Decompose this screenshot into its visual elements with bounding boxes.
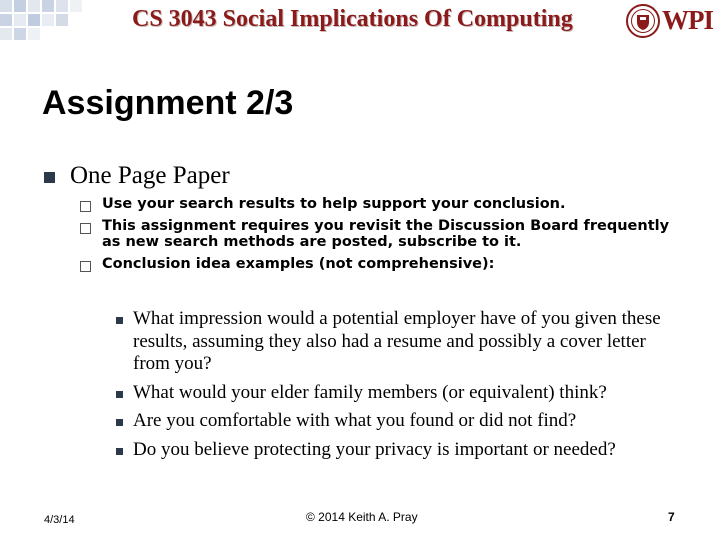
example-item bbox=[116, 439, 676, 462]
footer-date: 4/3/14 bbox=[44, 514, 75, 526]
small-square-bullet-icon bbox=[116, 317, 123, 324]
slide-title: Assignment 2/3 bbox=[42, 84, 294, 122]
sub-bullet-list bbox=[80, 196, 680, 277]
example-item bbox=[116, 308, 676, 376]
page-number: 7 bbox=[668, 510, 675, 524]
square-bullet-icon bbox=[44, 172, 55, 183]
sub-bullet bbox=[80, 256, 680, 273]
example-list bbox=[116, 308, 676, 467]
footer-copyright: © 2014 Keith A. Pray bbox=[306, 510, 418, 524]
example-item bbox=[116, 382, 676, 405]
example-text: What impression would a potential employer have of you given these results, assuming they also had a resume and possibly a cover letter from you? bbox=[133, 308, 661, 374]
wpi-seal-icon bbox=[626, 4, 660, 38]
small-square-bullet-icon bbox=[116, 419, 123, 426]
small-square-bullet-icon bbox=[116, 448, 123, 455]
sub-bullet-text: This assignment requires you revisit the Discussion Board frequently as new search methods are posted, subscribe to it. bbox=[102, 217, 670, 250]
main-bullet-text: One Page Paper bbox=[70, 162, 230, 189]
hollow-square-bullet-icon bbox=[80, 261, 91, 272]
hollow-square-bullet-icon bbox=[80, 223, 91, 234]
example-text: What would your elder family members (or equivalent) think? bbox=[133, 381, 607, 403]
course-title: CS 3043 Social Implications Of Computing bbox=[132, 6, 573, 32]
example-text: Do you believe protecting your privacy is important or needed? bbox=[133, 438, 616, 460]
wpi-logo-text: WPI bbox=[662, 5, 713, 35]
hollow-square-bullet-icon bbox=[80, 201, 91, 212]
sub-bullet-text: Conclusion idea examples (not comprehensive): bbox=[102, 255, 495, 272]
example-item bbox=[116, 410, 676, 433]
example-text: Are you comfortable with what you found or did not find? bbox=[133, 410, 577, 431]
sub-bullet bbox=[80, 218, 680, 251]
small-square-bullet-icon bbox=[116, 391, 123, 398]
sub-bullet bbox=[80, 196, 680, 213]
sub-bullet-text: Use your search results to help support your conclusion. bbox=[102, 196, 566, 212]
wpi-logo bbox=[626, 4, 718, 40]
decorative-squares bbox=[0, 0, 110, 46]
